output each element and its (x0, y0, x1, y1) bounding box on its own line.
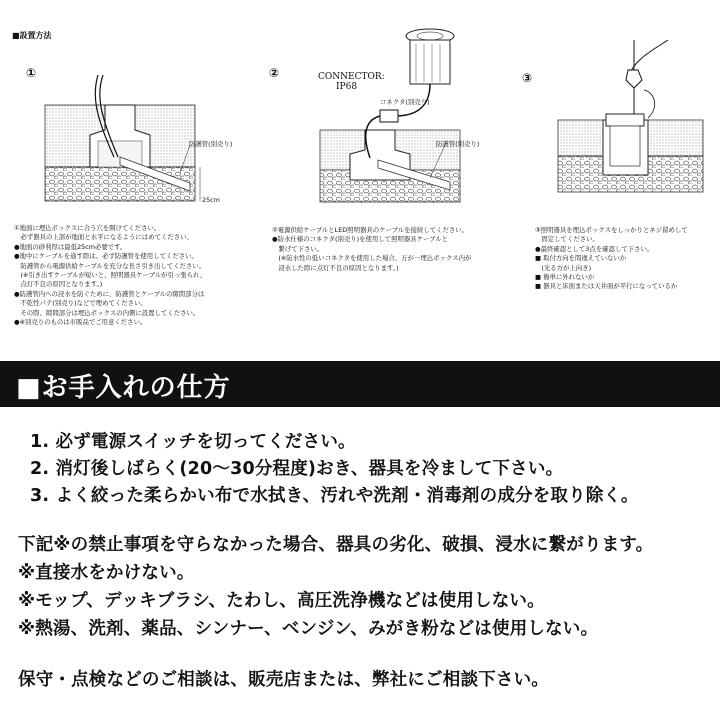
step1-line: 必ず器具の上部が地面と水平になるようにはめてください。 (14, 233, 193, 242)
step1-instructions (14, 224, 206, 327)
step1-line: 防護管から電源供給ケーブルを充分な長さ引き出してください。 (14, 261, 206, 270)
step2-diagram (300, 20, 500, 210)
step3-line: ●最終確認として3点を確認して下さい。 (535, 244, 654, 253)
step1-line: ①地面に埋込ボックスに合う穴を開けてください。 (14, 224, 161, 232)
step1-pipe-label: 防護管(別売り) (189, 140, 233, 148)
warning-item: ※直接水をかけない。 (18, 563, 195, 583)
step2-instructions (272, 226, 471, 273)
step1-number: ① (26, 66, 37, 80)
warning-item: ※モップ、デッキブラシ、たわし、高圧洗浄機などは使用しない。 (18, 591, 545, 611)
step1-line: その際、隙間部分は埋込ボックスの内側に設置してください。 (14, 308, 200, 317)
step2-line: (※防水性の低いコネクタを使用した場合、万が一埋込ボックス内が (272, 254, 472, 263)
step1-line: ●地中にケーブルを通す際は、必ず防護管を使用してください。 (14, 252, 198, 261)
warning-item: ※熱湯、洗剤、薬品、シンナー、ベンジン、みがき粉などは使用しない。 (18, 619, 599, 639)
step2-line: ②電源供給ケーブルとLED照明器具のケーブルを接続してください。 (272, 226, 469, 234)
step3-line: (光る方が上向き) (535, 263, 592, 272)
warning-intro: 下記※の禁止事項を守らなかった場合、器具の劣化、破損、浸水に繋がります。 (18, 535, 654, 555)
step3-line: ■ 取付方向を間違えていないか (535, 254, 627, 263)
step2-line: ●防水仕様のコネクタ(別売り)を使用して照明器具ケーブルと (272, 235, 449, 244)
step1-line: 不乾性パテ(別売り)などで埋めてください。 (14, 299, 147, 308)
care-step-1: 1. 必ず電源スイッチを切ってください。 (30, 432, 356, 452)
step2-pipe-label: 防護管(別売り) (436, 140, 480, 148)
connector-heading: CONNECTOR: (318, 72, 385, 82)
step3-instructions (535, 226, 688, 292)
step2-line: 浸水した際に点灯不良の原因となります。) (272, 263, 399, 272)
step3-number: ③ (522, 71, 533, 85)
care-step-2: 2. 消灯後しばらく(20〜30分程度)おき、器具を冷まして下さい。 (30, 459, 564, 479)
step1-depth-label: 25cm (202, 196, 220, 204)
connector-ip-rating: IP68 (336, 82, 358, 92)
connector-label: コネクタ(別売り) (380, 98, 430, 106)
contact-note: 保守・点検などのご相談は、販売店または、弊社にご相談下さい。 (18, 670, 549, 690)
step2-number: ② (269, 66, 280, 80)
step2-line: 繋げて下さい。 (272, 244, 324, 253)
step1-line: ●防護管内への浸水を防ぐために、防護管とケーブルの隙間部分は (14, 289, 205, 298)
step3-line: ■ 器具と床面または天井面が平行になっているか (535, 282, 678, 291)
step3-diagram (548, 40, 720, 200)
step3-line: ③照明器具を埋込ボックスをしっかりとネジ留めして (535, 226, 688, 234)
install-title: ■設置方法 (12, 31, 52, 40)
step1-line: ●地面の砂利厚は最低25cm必要です。 (14, 242, 127, 251)
step1-line: (※引き出すケーブルが短いと、照明器具ケーブルが引っ張られ、 (14, 271, 207, 280)
step3-line: ■ 簡単に外れないか (535, 273, 595, 282)
step3-line: 固定してください。 (535, 235, 599, 244)
care-step-3: 3. よく絞った柔らかい布で水拭き、汚れや洗剤・消毒剤の成分を取り除く。 (30, 486, 639, 506)
care-title: ■お手入れの仕方 (16, 373, 231, 403)
step1-line: ●※別売りのものは市販品でご用意ください。 (14, 318, 147, 327)
step1-line: 点灯不良の原因となります。) (14, 280, 103, 289)
